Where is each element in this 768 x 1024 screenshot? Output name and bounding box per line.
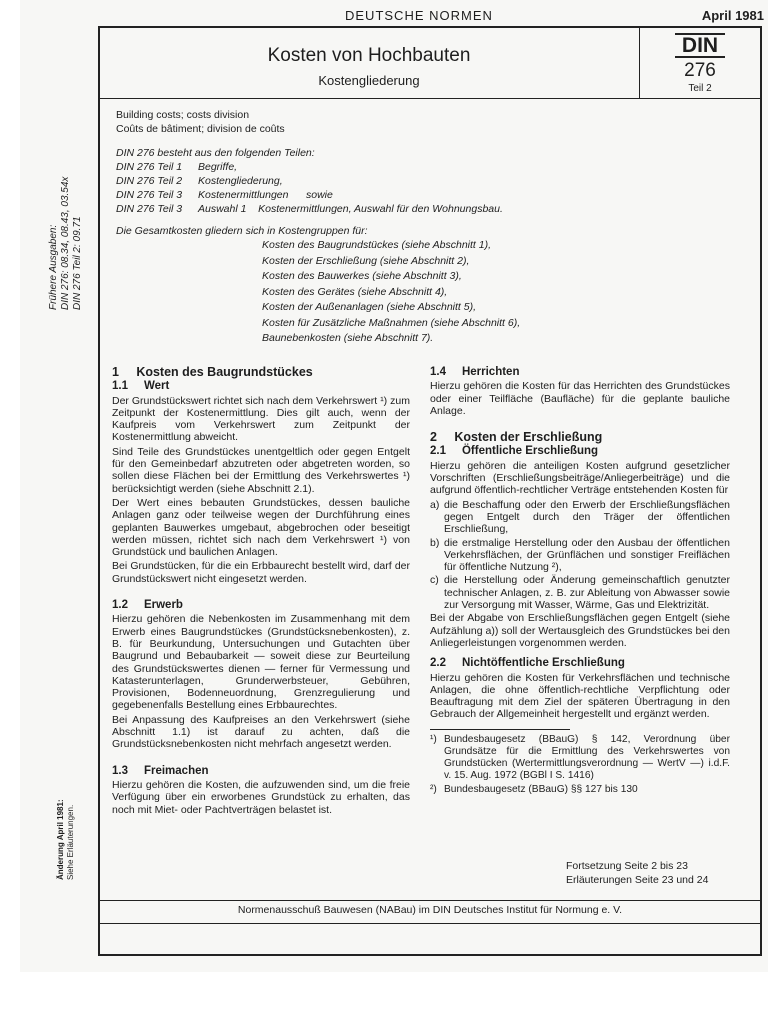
din-part: Teil 2 [688, 83, 712, 94]
section-1-1-heading: 1.1 Wert [112, 380, 170, 393]
cost-groups-list [116, 238, 746, 347]
section-2-2-heading: 2.2 Nichtöffentliche Erschließung [430, 657, 625, 670]
part-row [116, 188, 746, 202]
paragraph: Der Grundstückswert richtet sich nach dem Verkehrswert ¹) zum Zeitpunkt der Kostenermittlung. Dies gilt auch, wenn der Kaufpreis vom Verkehrswert zum Zeitpunkt der Kostenermittlung abweicht. [112, 394, 410, 444]
paragraph: Hierzu gehören die anteiligen Kosten aufgrund gesetzlicher Vorschriften (Erschließungsbeiträge/Anliegerbeiträge) und die aufgrund öffentlich-rechtlicher Verträge entstehenden Kosten für [430, 459, 730, 497]
cost-group-item: Kosten des Bauwerkes (siehe Abschnitt 3), [262, 270, 462, 282]
part-ref: DIN 276 Teil 3 [116, 189, 183, 201]
list-item [430, 499, 730, 536]
footnote-text: Bundesbaugesetz (BBauG) § 142, Verordnung über Grundsätze für die Ermittlung des Verkehrswertes von Grundstücken (Wertermittlungsverordnung — WertV —) i.d.F. v. 15. Aug. 1972 (BGBl I S. 1416) [444, 733, 730, 781]
section-1-2-heading: 1.2 Erwerb [112, 599, 183, 612]
list-text: die Beschaffung oder den Erwerb der Erschließungsflächen gegen Entgelt durch den Träger der öffentlichen Erschließung, [444, 498, 730, 536]
document-page [20, 0, 768, 972]
footnote-divider [430, 729, 570, 730]
part-text: Kostenermittlungen sowie [198, 189, 333, 201]
part-row [116, 160, 746, 174]
earlier-edition: DIN 276: 08.34, 08.43, 03.54x [60, 176, 71, 310]
paragraph: Hierzu gehören die Kosten für das Herrichten des Grundstückes oder einer Teilfläche (Baufläche) für die geplante bauliche Anlage. [430, 380, 730, 417]
part-ref: DIN 276 Teil 2 [116, 175, 183, 187]
cost-group-item: Baunebenkosten (siehe Abschnitt 7). [262, 332, 434, 344]
footnote-marker: ²) [430, 783, 437, 795]
footnote [430, 734, 730, 782]
top-bar [20, 8, 768, 26]
cost-group-item: Kosten des Baugrundstückes (siehe Abschnitt 1), [262, 239, 491, 251]
part-ref: DIN 276 Teil 3 [116, 203, 183, 215]
din-logo: DIN [675, 33, 725, 58]
cost-group-item: Kosten für Zusätzliche Maßnahmen (siehe Abschnitt 6), [262, 316, 521, 329]
part-text: Begriffe, [198, 161, 238, 173]
list-item [430, 574, 730, 611]
continuation-note [566, 859, 708, 887]
paragraph: Bei Anpassung des Kaufpreises an den Verkehrswert (siehe Abschnitt 1.1) ist darauf zu achten, daß die Grundstücksnebenkosten nicht mehrfach angesetzt werden. [112, 713, 410, 751]
part-row [116, 174, 746, 188]
section-1-3-heading: 1.3 Freimachen [112, 764, 209, 777]
section-1-4-heading: 1.4 Herrichten [430, 366, 520, 378]
left-column [112, 366, 410, 818]
amendment-text: Siehe Erläuterungen. [66, 804, 75, 880]
english-title: Building costs; costs division [116, 109, 250, 121]
paragraph: Bei Grundstücken, für die ein Erbbaurecht bestellt wird, darf der Grundstückswert nicht eingesetzt werden. [112, 560, 410, 585]
earlier-edition: DIN 276 Teil 2: 09.71 [72, 216, 83, 310]
part-text: Auswahl 1 Kostenermittlungen, Auswahl für den Wohnungsbau. [198, 203, 503, 215]
amendment-label: Änderung April 1981: [56, 799, 65, 880]
din-number: 276 [684, 60, 716, 81]
title-header [100, 28, 760, 99]
earlier-label: Frühere Ausgaben: [48, 224, 59, 310]
parts-list [116, 146, 746, 216]
din-box [639, 28, 760, 98]
list-marker: c) [430, 574, 439, 587]
intro-block [116, 108, 746, 347]
part-row [116, 202, 746, 216]
amendment-note [56, 799, 76, 880]
list-marker: b) [430, 536, 440, 549]
section-2-1-heading: 2.1 Öffentliche Erschließung [430, 445, 599, 458]
issue-date: April 1981 [701, 8, 764, 23]
footnote-marker: ¹) [430, 733, 437, 745]
section-2-heading: 2 Kosten der Erschließung [430, 430, 603, 445]
paragraph: Hierzu gehören die Nebenkosten im Zusammenhang mit dem Erwerb eines Baugrundstückes (Grundstücksnebenkosten), z. B. für Beurkundung, Untersuchungen und Gutachten über Baugrund und Bebaubarkeit — soweit diese zur Beurteilung des Grundstückswertes dienen — ferner für Vermessung und Katasterunterlagen, Grunderwerbsteuer, Gebühren, Provisionen, Bodenneuordnung, Grenzregulierung und gegebenenfalls Bestellung eines Erbbaurechtes. [112, 613, 410, 712]
paragraph: Hierzu gehören die Kosten, die aufzuwenden sind, um die freie Verfügung über ein erworbenes Grundstück zu erhalten, das noch mit Miet- oder Pachtverträgen belastet ist. [112, 778, 410, 816]
parts-intro: DIN 276 besteht aus den folgenden Teilen: [116, 147, 315, 159]
standard-frame [98, 26, 762, 956]
french-title: Coûts de bâtiment; division de coûts [116, 123, 285, 135]
cost-group-item: Kosten der Erschließung (siehe Abschnitt 2), [262, 254, 470, 267]
continuation-line: Fortsetzung Seite 2 bis 23 [566, 860, 688, 872]
page-subtitle: Kostengliederung [318, 73, 420, 88]
standards-series: DEUTSCHE NORMEN [345, 8, 493, 23]
list-marker: a) [430, 498, 440, 511]
cost-group-item: Kosten des Gerätes (siehe Abschnitt 4), [262, 285, 448, 298]
paragraph: Bei der Abgabe von Erschließungsflächen gegen Entgelt (siehe Aufzählung a)) soll der Wertausgleich des Grundstückes bei den Anliegerleistungen vorgenommen werden. [430, 612, 730, 649]
part-ref: DIN 276 Teil 1 [116, 161, 183, 173]
paragraph: Der Wert eines bebauten Grundstückes, dessen bauliche Anlagen ganz oder teilweise wegen der Durchführung eines geplanten Bauwerkes umgebaut, abgebrochen oder beseitigt werden müssen, richtet sich nach dem Verkehrswert ¹) von Grundstück und baulichen Anlagen. [112, 496, 410, 559]
list-text: die Herstellung oder Änderung gemeinschaftlich genutzter technischer Anlagen, z. B. zur Ableitung von Abwasser sowie zur Versorgung mit Wasser, Wärme, Gas und Elektrizität. [444, 574, 730, 612]
right-column [430, 366, 730, 798]
footnote-text: Bundesbaugesetz (BBauG) §§ 127 bis 130 [444, 783, 638, 795]
groups-intro: Die Gesamtkosten gliedern sich in Kostengruppen für: [116, 225, 368, 237]
cost-group-item: Kosten der Außenanlagen (siehe Abschnitt 5), [262, 301, 477, 313]
earlier-editions-note [48, 177, 84, 310]
list-text: die erstmalige Herstellung oder den Ausbau der öffentlichen Verkehrsflächen, der Grünflächen und sonstiger Freiflächen für öffentliche Nutzung ²), [444, 536, 730, 574]
paragraph: Hierzu gehören die Kosten für Verkehrsflächen und technische Anlagen, die ohne öffentlich-rechtliche Verpflichtung oder Beauftragung mit dem Ziel der späteren Übertragung in den Gebrauch der Allgemeinheit hergestellt und ergänzt werden. [430, 671, 730, 721]
continuation-line: Erläuterungen Seite 23 und 24 [566, 874, 709, 886]
publisher-footer: Normenausschuß Bauwesen (NABau) im DIN Deutsches Institut für Normung e. V. [100, 900, 760, 924]
page-title: Kosten von Hochbauten [267, 45, 471, 66]
list-item [430, 537, 730, 574]
section-1-heading: 1 Kosten des Baugrundstückes [112, 365, 313, 379]
footnote [430, 784, 730, 796]
part-text: Kostengliederung, [198, 175, 283, 187]
paragraph: Sind Teile des Grundstückes unentgeltlich oder gegen Entgelt für den Gemeinbedarf abzutreten oder abgetreten worden, so sollen diese Flächen bei der Ermittlung des Verkehrswertes ¹) berücksichtigt werden (siehe Abschnitt 2.1). [112, 445, 410, 495]
